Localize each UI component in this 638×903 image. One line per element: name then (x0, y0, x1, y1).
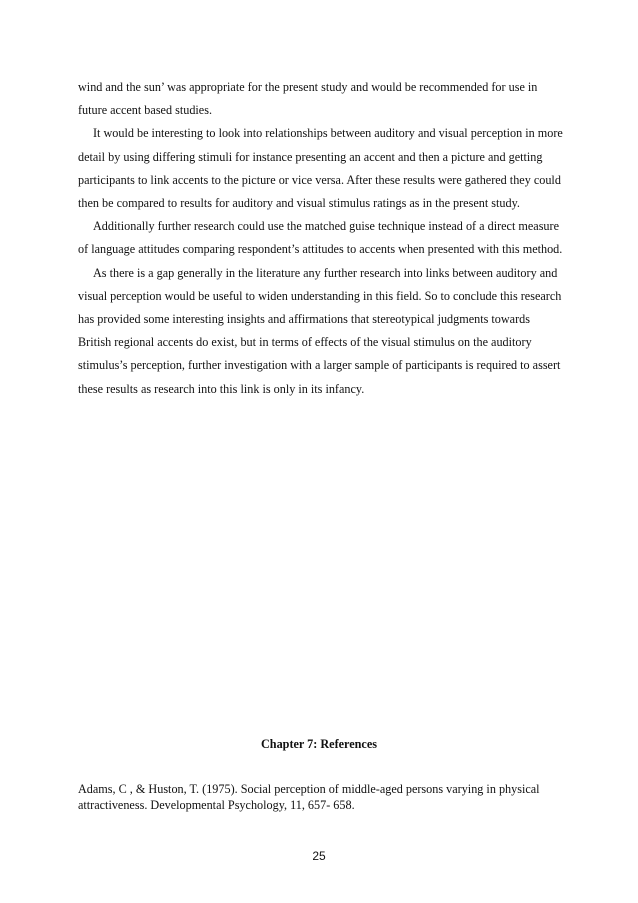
page-number: 25 (312, 849, 326, 863)
paragraph-matched-guise: Additionally further research could use the matched guise technique instead of a direct measure of language attitudes comparing respondent’s attitudes to accents when presented with this method. (78, 219, 563, 257)
reference-entry: Adams, C , & Huston, T. (1975). Social perception of middle-aged persons varying in physical attractiveness. Developmental Psychology, 11, 657- 658. (78, 782, 540, 812)
chapter-heading: Chapter 7: References (261, 737, 377, 751)
paragraph-continuation: wind and the sun’ was appropriate for the present study and would be recommended for use in future accent based studies. (78, 80, 538, 118)
body-text (78, 76, 564, 401)
paragraph-conclusion: As there is a gap generally in the literature any further research into links between auditory and visual perception would be useful to widen understanding in this field. So to conclude this research has provided some interesting insights and affirmations that stereotypical judgments towards British regional accents do exist, but in terms of effects of the visual stimulus on the auditory stimulus’s perception, further investigation with a larger sample of participants is required to assert these results as research into this link is only in its infancy. (78, 265, 562, 396)
paragraph-future-research: It would be interesting to look into relationships between auditory and visual perception in more detail by using differing stimuli for instance presenting an accent and then a picture and getting participants to link accents to the picture or vice versa. After these results were gathered they could then be compared to results for auditory and visual stimulus ratings as in the present study. (78, 126, 563, 211)
